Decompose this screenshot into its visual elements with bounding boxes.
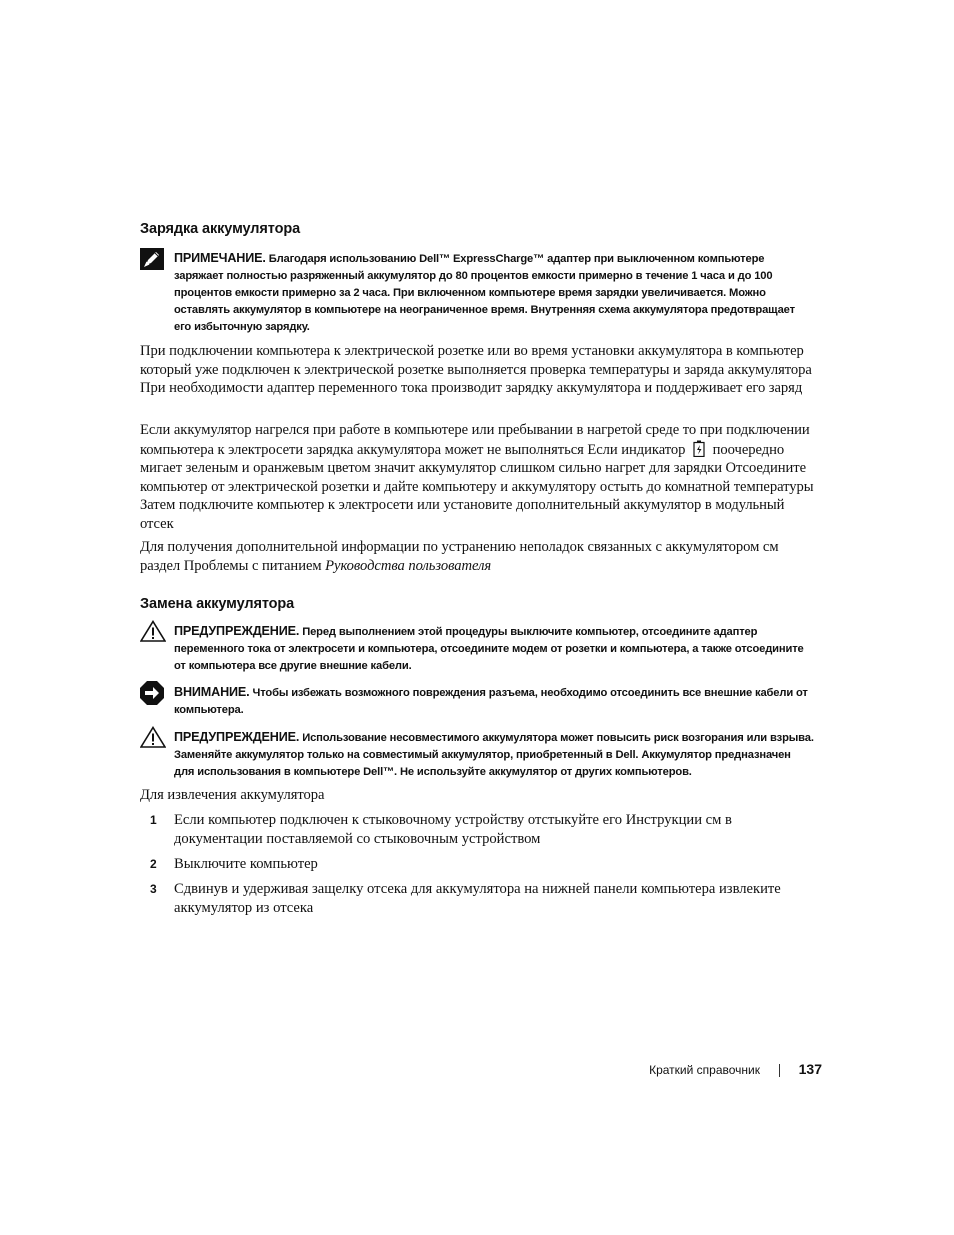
paragraph-charging-3-text: Для получения дополнительной информации по устранению неполадок связанных с аккумулятором см раздел Проблемы с питанием <box>140 539 779 574</box>
paragraph-charging-1: При подключении компьютера к электрической розетке или во время установки аккумулятора в компьютер который уже подключен к электрической розетке выполняется проверка температуры и заряда аккумулятора При необходимости адаптер переменного тока производит зарядку аккумулятора и поддерживает его заряд <box>140 343 812 397</box>
manual-title-italic: Руководства пользователя <box>325 557 492 574</box>
section-heading-replacing: Замена аккумулятора <box>140 596 295 612</box>
caution-arrow-icon <box>140 681 164 705</box>
step-text: Если компьютер подключен к стыковочному устройству отстыкуйте его Инструкции см в документации поставляемой со стыковочным устройством <box>174 812 732 847</box>
warning-block-1 <box>140 620 820 676</box>
paragraph-removal-intro: Для извлечения аккумулятора <box>140 787 325 803</box>
warning-2-label: ПРЕДУПРЕЖДЕНИЕ. <box>174 730 300 744</box>
note-text: Благодаря использованию Dell™ ExpressCharge™ адаптер при выключенном компьютере заряжает полностью разряженный аккумулятор до 80 процентов емкости примерно в течение 1 часа и до 100 процентов емкости примерно за 2 часа. При включенном компьютере время зарядки увеличивается. Можно оставлять аккумулятор в компьютере на неограниченное время. Внутренняя схема аккумулятора предотвращает его избыточную зарядку. <box>174 253 795 333</box>
note-block <box>140 248 820 338</box>
warning-2-text-container <box>174 729 814 781</box>
step-number: 3 <box>150 882 157 896</box>
page-footer <box>560 1060 822 1080</box>
note-label: ПРИМЕЧАНИЕ. <box>174 251 266 265</box>
warning-triangle-icon <box>140 726 166 748</box>
caution-block <box>140 681 820 721</box>
battery-indicator-icon <box>693 440 705 457</box>
footer-divider <box>779 1064 780 1077</box>
step-number: 2 <box>150 857 157 871</box>
footer-title: Краткий справочник <box>649 1063 760 1077</box>
warning-1-text: Перед выполнением этой процедуры выключите компьютер, отсоедините адаптер переменного тока от электросети и компьютера, отсоедините модем от розетки и компьютера, а также отсоедините от компьютера все другие внешние кабели. <box>174 626 804 672</box>
step-number: 1 <box>150 813 157 827</box>
warning-triangle-icon <box>140 620 166 642</box>
caution-text: Чтобы избежать возможного повреждения разъема, необходимо отсоединить все внешние кабели от компьютера. <box>174 687 808 716</box>
paragraph-charging-3 <box>140 538 820 575</box>
step-text: Выключите компьютер <box>174 856 318 872</box>
step-text: Сдвинув и удерживая защелку отсека для аккумулятора на нижней панели компьютера извлеките аккумулятор из отсека <box>174 881 781 916</box>
caution-text-container <box>174 684 814 719</box>
warning-block-2 <box>140 726 820 782</box>
paragraph-charging-2-end: поочередно мигает зеленым и оранжевым цветом значит аккумулятор слишком сильно нагрет для зарядки Отсоедините компьютер от электрической розетки и дайте компьютеру и аккумулятору остыть до комнатной температуры Затем подключите компьютер к электросети или установите дополнительный аккумулятор в модульный отсек <box>140 441 814 532</box>
warning-2-text: Использование несовместимого аккумулятора может повысить риск возгорания или взрыва. Заменяйте аккумулятор только на совместимый аккумулятор, приобретенный в Dell. Аккумулятор предназначен для использования в компьютере Dell™. Не используйте аккумулятор от других компьютеров. <box>174 732 814 778</box>
warning-1-text-container <box>174 623 814 675</box>
note-text-container <box>174 250 814 336</box>
page-number: 137 <box>798 1061 822 1077</box>
paragraph-charging-2-start: Если аккумулятор нагрелся при работе в компьютере или пребывании в нагретой среде то при подключении компьютера к электросети зарядка аккумулятора может не выполняться Если индикатор <box>140 422 810 458</box>
caution-label: ВНИМАНИЕ. <box>174 685 250 699</box>
section-heading-charging: Зарядка аккумулятора <box>140 221 301 237</box>
paragraph-charging-2 <box>140 421 820 534</box>
warning-1-label: ПРЕДУПРЕЖДЕНИЕ. <box>174 624 300 638</box>
pencil-note-icon <box>140 248 164 270</box>
